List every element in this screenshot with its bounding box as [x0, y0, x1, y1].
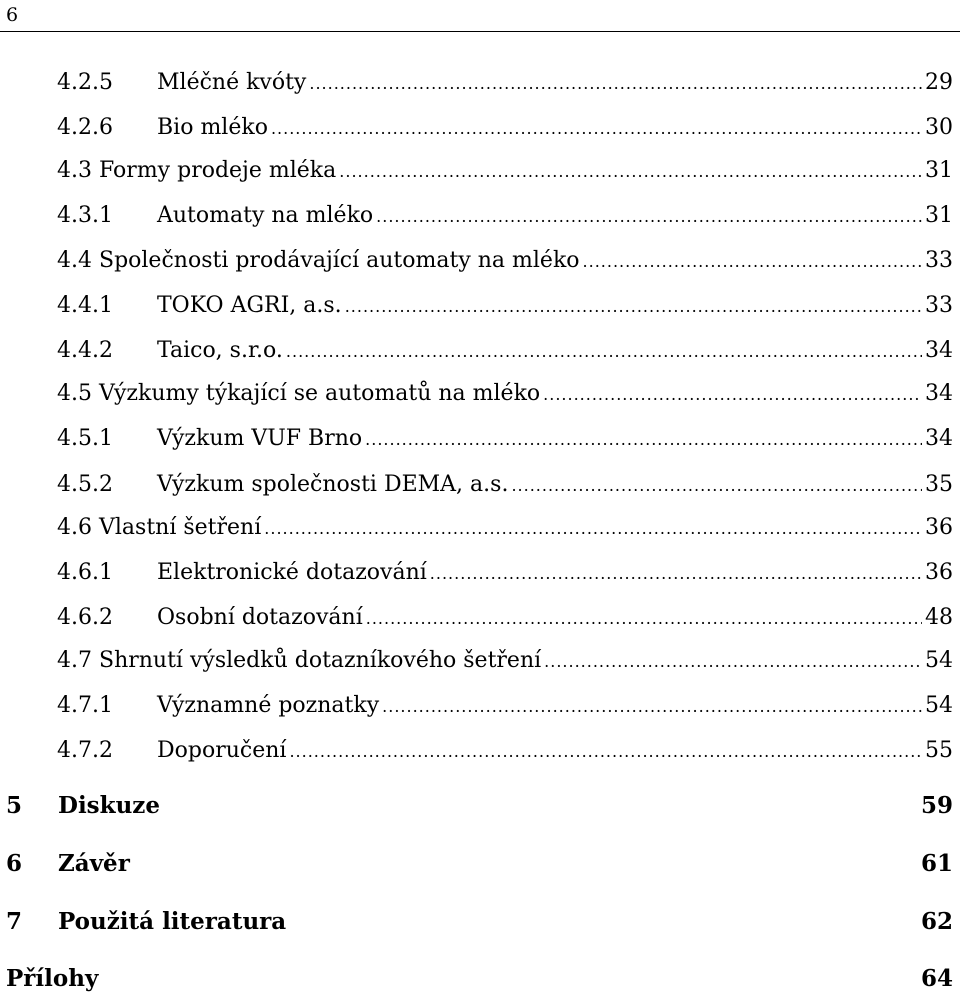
toc-entry-page: 54: [925, 648, 953, 673]
toc-entry-number: 4.3.1: [57, 203, 113, 228]
toc-entry[interactable]: [57, 648, 953, 673]
toc-entry-page: 36: [925, 515, 953, 540]
toc-entry[interactable]: [57, 738, 953, 763]
toc-entry-title: Společnosti prodávající automaty na mléko: [99, 248, 580, 273]
toc-entry[interactable]: [57, 248, 953, 273]
toc-entry-page: 29: [925, 70, 953, 95]
toc-entry-leader: [430, 564, 922, 583]
toc-entry-title: Formy prodeje mléka: [99, 158, 337, 183]
toc-entry-title: Významné poznatky: [157, 693, 380, 718]
toc-entry-leader: [264, 519, 922, 538]
toc-entry-leader: [271, 119, 922, 138]
toc-entry-title: Výzkum VUF Brno: [157, 426, 363, 451]
toc-entry-leader: [286, 342, 922, 361]
toc-entry-number: 4.4.2: [57, 338, 113, 363]
toc-entry-number: 4.4.1: [57, 293, 113, 318]
toc-chapter-number: 7: [6, 908, 23, 935]
toc-entry-page: 48: [925, 605, 953, 630]
toc-chapter-page: 59: [920, 792, 953, 819]
toc-entry-page: 35: [925, 472, 953, 497]
toc-entry-page: 33: [925, 293, 953, 318]
toc-chapter-title: Diskuze: [58, 792, 160, 819]
toc-entry-page: 34: [925, 338, 953, 363]
toc-entry[interactable]: [57, 515, 953, 540]
toc-chapter[interactable]: [6, 792, 953, 819]
toc-entry-number: 4.2.6: [57, 115, 113, 140]
toc-entry-leader: [309, 74, 922, 93]
toc-entry-leader: [339, 162, 922, 181]
toc-chapter-page: 64: [920, 965, 953, 992]
toc-entry-page: 34: [925, 426, 953, 451]
toc-chapter-title: Přílohy: [6, 965, 99, 992]
toc-entry-number: 4.7: [57, 648, 92, 673]
toc-chapter[interactable]: [6, 908, 953, 935]
toc-entry-title: Vlastní šetření: [99, 515, 262, 540]
toc-entry-title: Výzkumy týkající se automatů na mléko: [99, 381, 541, 406]
toc-entry-page: 36: [925, 560, 953, 585]
toc-entry-page: 31: [925, 203, 953, 228]
toc-entry[interactable]: [57, 560, 953, 585]
toc-entry-title: TOKO AGRI, a.s.: [157, 293, 342, 318]
toc-chapter-title: Použitá literatura: [58, 908, 287, 935]
toc-entry-leader: [376, 207, 922, 226]
toc-entry-number: 4.5.1: [57, 426, 113, 451]
toc-entry[interactable]: [57, 158, 953, 183]
toc-entry[interactable]: [57, 70, 953, 95]
toc-entry-leader: [366, 609, 922, 628]
toc-entry-leader: [345, 297, 922, 316]
toc-entry-page: 55: [925, 738, 953, 763]
toc-entry-leader: [583, 252, 922, 271]
toc-chapter[interactable]: [6, 965, 953, 992]
toc-entry[interactable]: [57, 472, 953, 497]
toc-chapter-number: 6: [6, 850, 23, 877]
toc-entry-leader: [289, 742, 922, 761]
toc-entry-title: Doporučení: [157, 738, 287, 763]
toc-entry-page: 34: [925, 381, 953, 406]
toc-entry-number: 4.6: [57, 515, 92, 540]
toc-entry-number: 4.6.2: [57, 605, 113, 630]
toc-entry-title: Osobní dotazování: [157, 605, 363, 630]
toc-entry-number: 4.7.1: [57, 693, 113, 718]
toc-entry-page: 54: [925, 693, 953, 718]
toc-entry-leader: [544, 652, 922, 671]
toc-entry-page: 31: [925, 158, 953, 183]
toc-entry-page: 33: [925, 248, 953, 273]
toc-entry[interactable]: [57, 203, 953, 228]
toc-entry[interactable]: [57, 381, 953, 406]
toc-entry[interactable]: [57, 426, 953, 451]
toc-entry-leader: [382, 697, 922, 716]
toc-entry-title: Mléčné kvóty: [157, 70, 307, 95]
toc-entry[interactable]: [57, 115, 953, 140]
toc-chapter[interactable]: [6, 850, 953, 877]
toc-entry-number: 4.3: [57, 158, 92, 183]
toc-entry-title: Elektronické dotazování: [157, 560, 427, 585]
toc-entry-leader: [365, 430, 922, 449]
toc-entry-number: 4.6.1: [57, 560, 113, 585]
toc-entry[interactable]: [57, 693, 953, 718]
toc-entry-number: 4.7.2: [57, 738, 113, 763]
toc-entry-title: Výzkum společnosti DEMA, a.s.: [157, 472, 509, 497]
toc-entry-number: 4.5.2: [57, 472, 113, 497]
toc-chapter-title: Závěr: [58, 850, 130, 877]
toc-entry-number: 4.5: [57, 381, 92, 406]
toc-entry-number: 4.4: [57, 248, 92, 273]
toc-entry-leader: [543, 385, 922, 404]
toc-chapter-page: 62: [920, 908, 953, 935]
toc-entry-title: Taico, s.r.o.: [157, 338, 283, 363]
toc-entry-title: Shrnutí výsledků dotazníkového šetření: [99, 648, 542, 673]
page-number: 6: [6, 4, 19, 26]
toc-entry[interactable]: [57, 338, 953, 363]
toc-chapter-page: 61: [920, 850, 953, 877]
toc-entry[interactable]: [57, 293, 953, 318]
toc-entry-number: 4.2.5: [57, 70, 113, 95]
toc-entry-leader: [511, 476, 922, 495]
toc-chapter-number: 5: [6, 792, 23, 819]
toc-entry-title: Bio mléko: [157, 115, 268, 140]
toc-entry-page: 30: [925, 115, 953, 140]
toc-entry[interactable]: [57, 605, 953, 630]
toc-entry-title: Automaty na mléko: [157, 203, 374, 228]
